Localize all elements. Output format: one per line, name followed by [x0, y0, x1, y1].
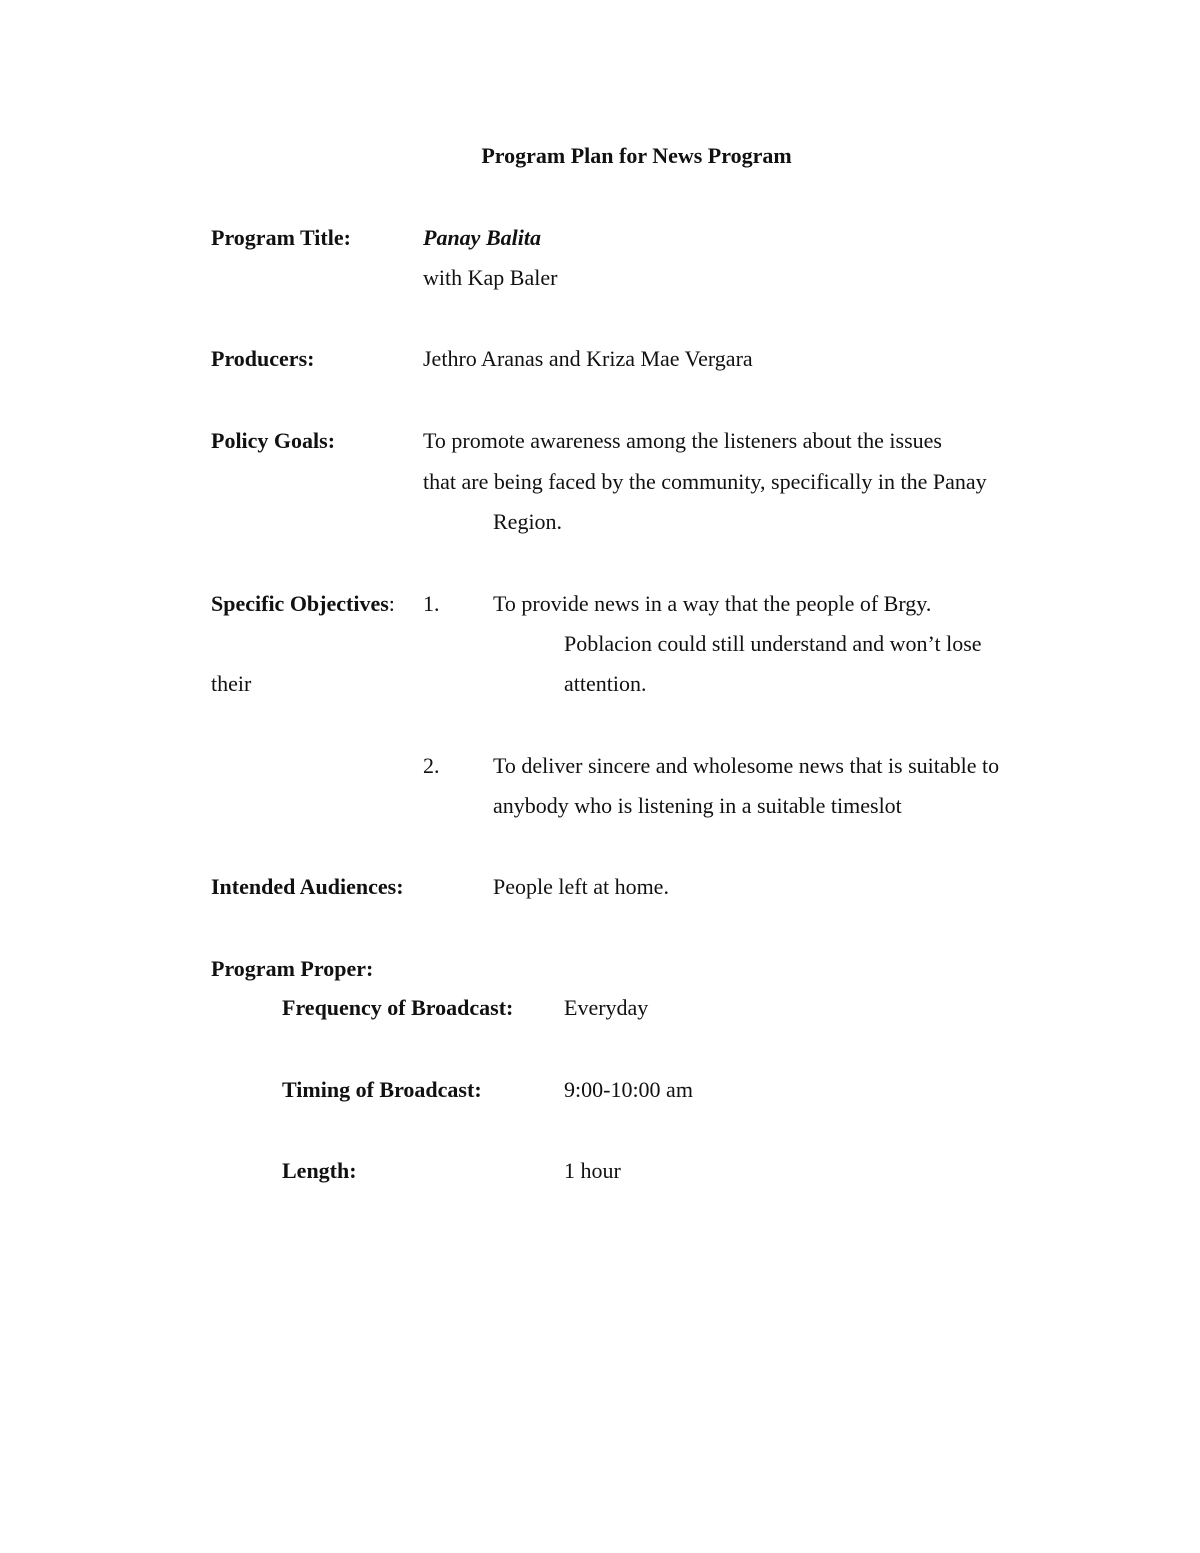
specific-objectives-label: Specific Objectives:	[211, 591, 395, 616]
intended-audiences-label: Intended Audiences:	[211, 874, 404, 899]
timing-label: Timing of Broadcast:	[282, 1077, 482, 1102]
producers-label: Producers:	[211, 346, 315, 371]
objective-stray-word: their	[211, 671, 252, 696]
timing-value: 9:00-10:00 am	[564, 1077, 693, 1102]
policy-goals-line: To promote awareness among the listeners about the issues	[423, 428, 942, 453]
document-title: Program Plan for News Program	[481, 143, 792, 168]
producers-value: Jethro Aranas and Kriza Mae Vergara	[423, 346, 753, 371]
length-value: 1 hour	[564, 1158, 621, 1183]
frequency-label: Frequency of Broadcast:	[282, 995, 514, 1020]
program-title-value: Panay Balita	[423, 225, 541, 250]
intended-audiences-value: People left at home.	[493, 874, 669, 899]
objective-line: anybody who is listening in a suitable timeslot	[493, 793, 902, 818]
policy-goals-label: Policy Goals:	[211, 428, 336, 453]
length-label: Length:	[282, 1158, 357, 1183]
objective-line: To deliver sincere and wholesome news that is suitable to	[493, 753, 1000, 778]
frequency-value: Everyday	[564, 995, 649, 1020]
objective-number: 2.	[423, 753, 440, 778]
program-proper-label: Program Proper:	[211, 956, 374, 981]
objective-number: 1.	[423, 591, 440, 616]
program-title-label: Program Title:	[211, 225, 351, 250]
objective-line: attention.	[564, 671, 647, 696]
policy-goals-line: that are being faced by the community, specifically in the Panay	[423, 469, 987, 494]
objective-line: To provide news in a way that the people of Brgy.	[493, 591, 932, 616]
objective-line: Poblacion could still understand and won’t lose	[564, 631, 982, 656]
program-title-subtitle: with Kap Baler	[423, 265, 558, 290]
policy-goals-line: Region.	[493, 509, 563, 534]
